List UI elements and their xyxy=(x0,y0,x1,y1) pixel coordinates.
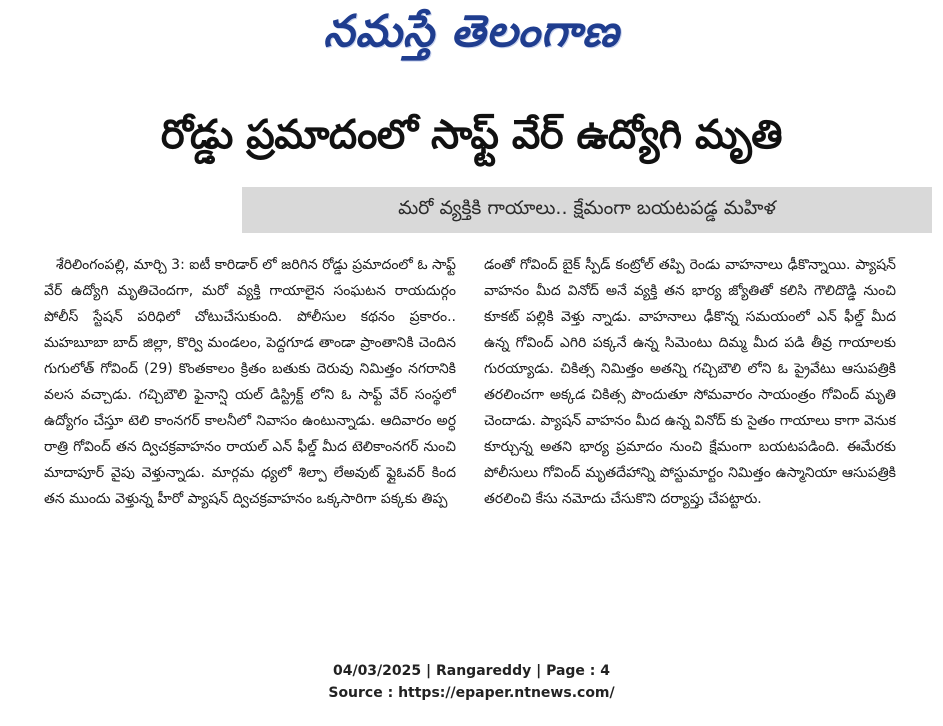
article-subheadline: మరో వ్యక్తికి గాయాలు.. క్షేమంగా బయటపడ్డ మహిళ xyxy=(398,196,776,219)
subheadline-band xyxy=(242,187,932,233)
masthead-logo: నమస్తే తెలంగాణ xyxy=(323,6,620,57)
footer-meta: 04/03/2025 | Rangareddy | Page : 4 xyxy=(332,663,611,679)
article-body xyxy=(44,252,896,622)
footer-source: Source : https://epaper.ntnews.com/ xyxy=(328,685,615,701)
article-column-left: శేరిలింగంపల్లి, మార్చి 3: ఐటీ కారిడార్ లో జరిగిన రోడ్డు ప్రమాదంలో ఓ సాఫ్ట్ వేర్ ఉద్యోగి మృతిచెందగా, మరో వ్యక్తి గాయాలైన సంఘటన రాయదుర్గం పోలీస్ స్టేషన్ పరిధిలో చోటుచేసుకుంది. పోలీసుల కథనం ప్రకారం.. మహబూబా బాద్ జిల్లా, కొర్వి మండలం, పెద్దగూడ తాండా ప్రాంతానికి చెందిన గుగులోత్ గోవింద్ (29) కొంతకాలం క్రితం బతుకు దెరువు నిమిత్తం నగరానికి వలస వచ్చాడు. గచ్చిబౌలి ఫైనాన్షి యల్ డిస్ట్రిక్ట్ లోని ఓ సాఫ్ట్ వేర్ సంస్థలో ఉద్యోగం చేస్తూ టెలి కాంనగర్ కాలనీలో నివాసం ఉంటున్నాడు. ఆదివారం అర్ధ రాత్రి గోవింద్ తన ద్విచక్రవాహనం రాయల్ ఎన్ ఫీల్డ్ మీద టెలికాంనగర్ నుంచి మాదాపూర్ వైపు వెళ్తున్నాడు. మార్గమ ధ్యలో శిల్పా లేఅవుట్ ఫ్లైఓవర్ కింద తన ముందు వెళ్తున్న హీరో ప్యాషన్ ద్విచక్రవాహనం ఒక్కసారిగా పక్కకు తిప్ప xyxy=(44,257,456,507)
article-column-right: డంతో గోవింద్ బైక్ స్పీడ్ కంట్రోల్ తప్పి రెండు వాహనాలు ఢీకొన్నాయి. ప్యాషన్ వాహనం మీద వినోద్ అనే వ్యక్తి తన భార్య జ్యోతితో కలిసి గౌలిదొడ్డి నుంచి కూకట్ పల్లికి వెళ్తు న్నాడు. వాహనాలు ఢీకొన్న సమయంలో ఎన్ ఫీల్డ్ మీద ఉన్న గోవింద్ ఎగిరి పక్కనే ఉన్న సిమెంటు దిమ్మ మీద పడి తీవ్ర గాయాలకు గురయ్యాడు. చికిత్స నిమిత్తం అతన్ని గచ్చిబౌలి లోని ఓ ప్రైవేటు ఆసుపత్రికి తరలించగా అక్కడ చికిత్స పొందుతూ సోమవారం సాయంత్రం గోవింద్ మృతి చెందాడు. ప్యాషన్ వాహనం మీద ఉన్న వినోద్ కు సైతం గాయాలు కాగా వెనుక కూర్చున్న అతని భార్య ప్రమాదం నుంచి క్షేమంగా బయటపడింది. ఈమేరకు పోలీసులు గోవింద్ మృతదేహాన్ని పోస్టుమార్టం నిమిత్తం ఉస్మానియా ఆసుపత్రికి తరలించి కేసు నమోదు చేసుకొని దర్యాప్తు చేపట్టారు. xyxy=(484,257,896,507)
newspaper-masthead xyxy=(0,6,943,68)
page-footer xyxy=(0,660,943,704)
article-headline: రోడ్డు ప్రమాదంలో సాఫ్ట్ వేర్ ఉద్యోగి మృతి xyxy=(160,112,783,158)
